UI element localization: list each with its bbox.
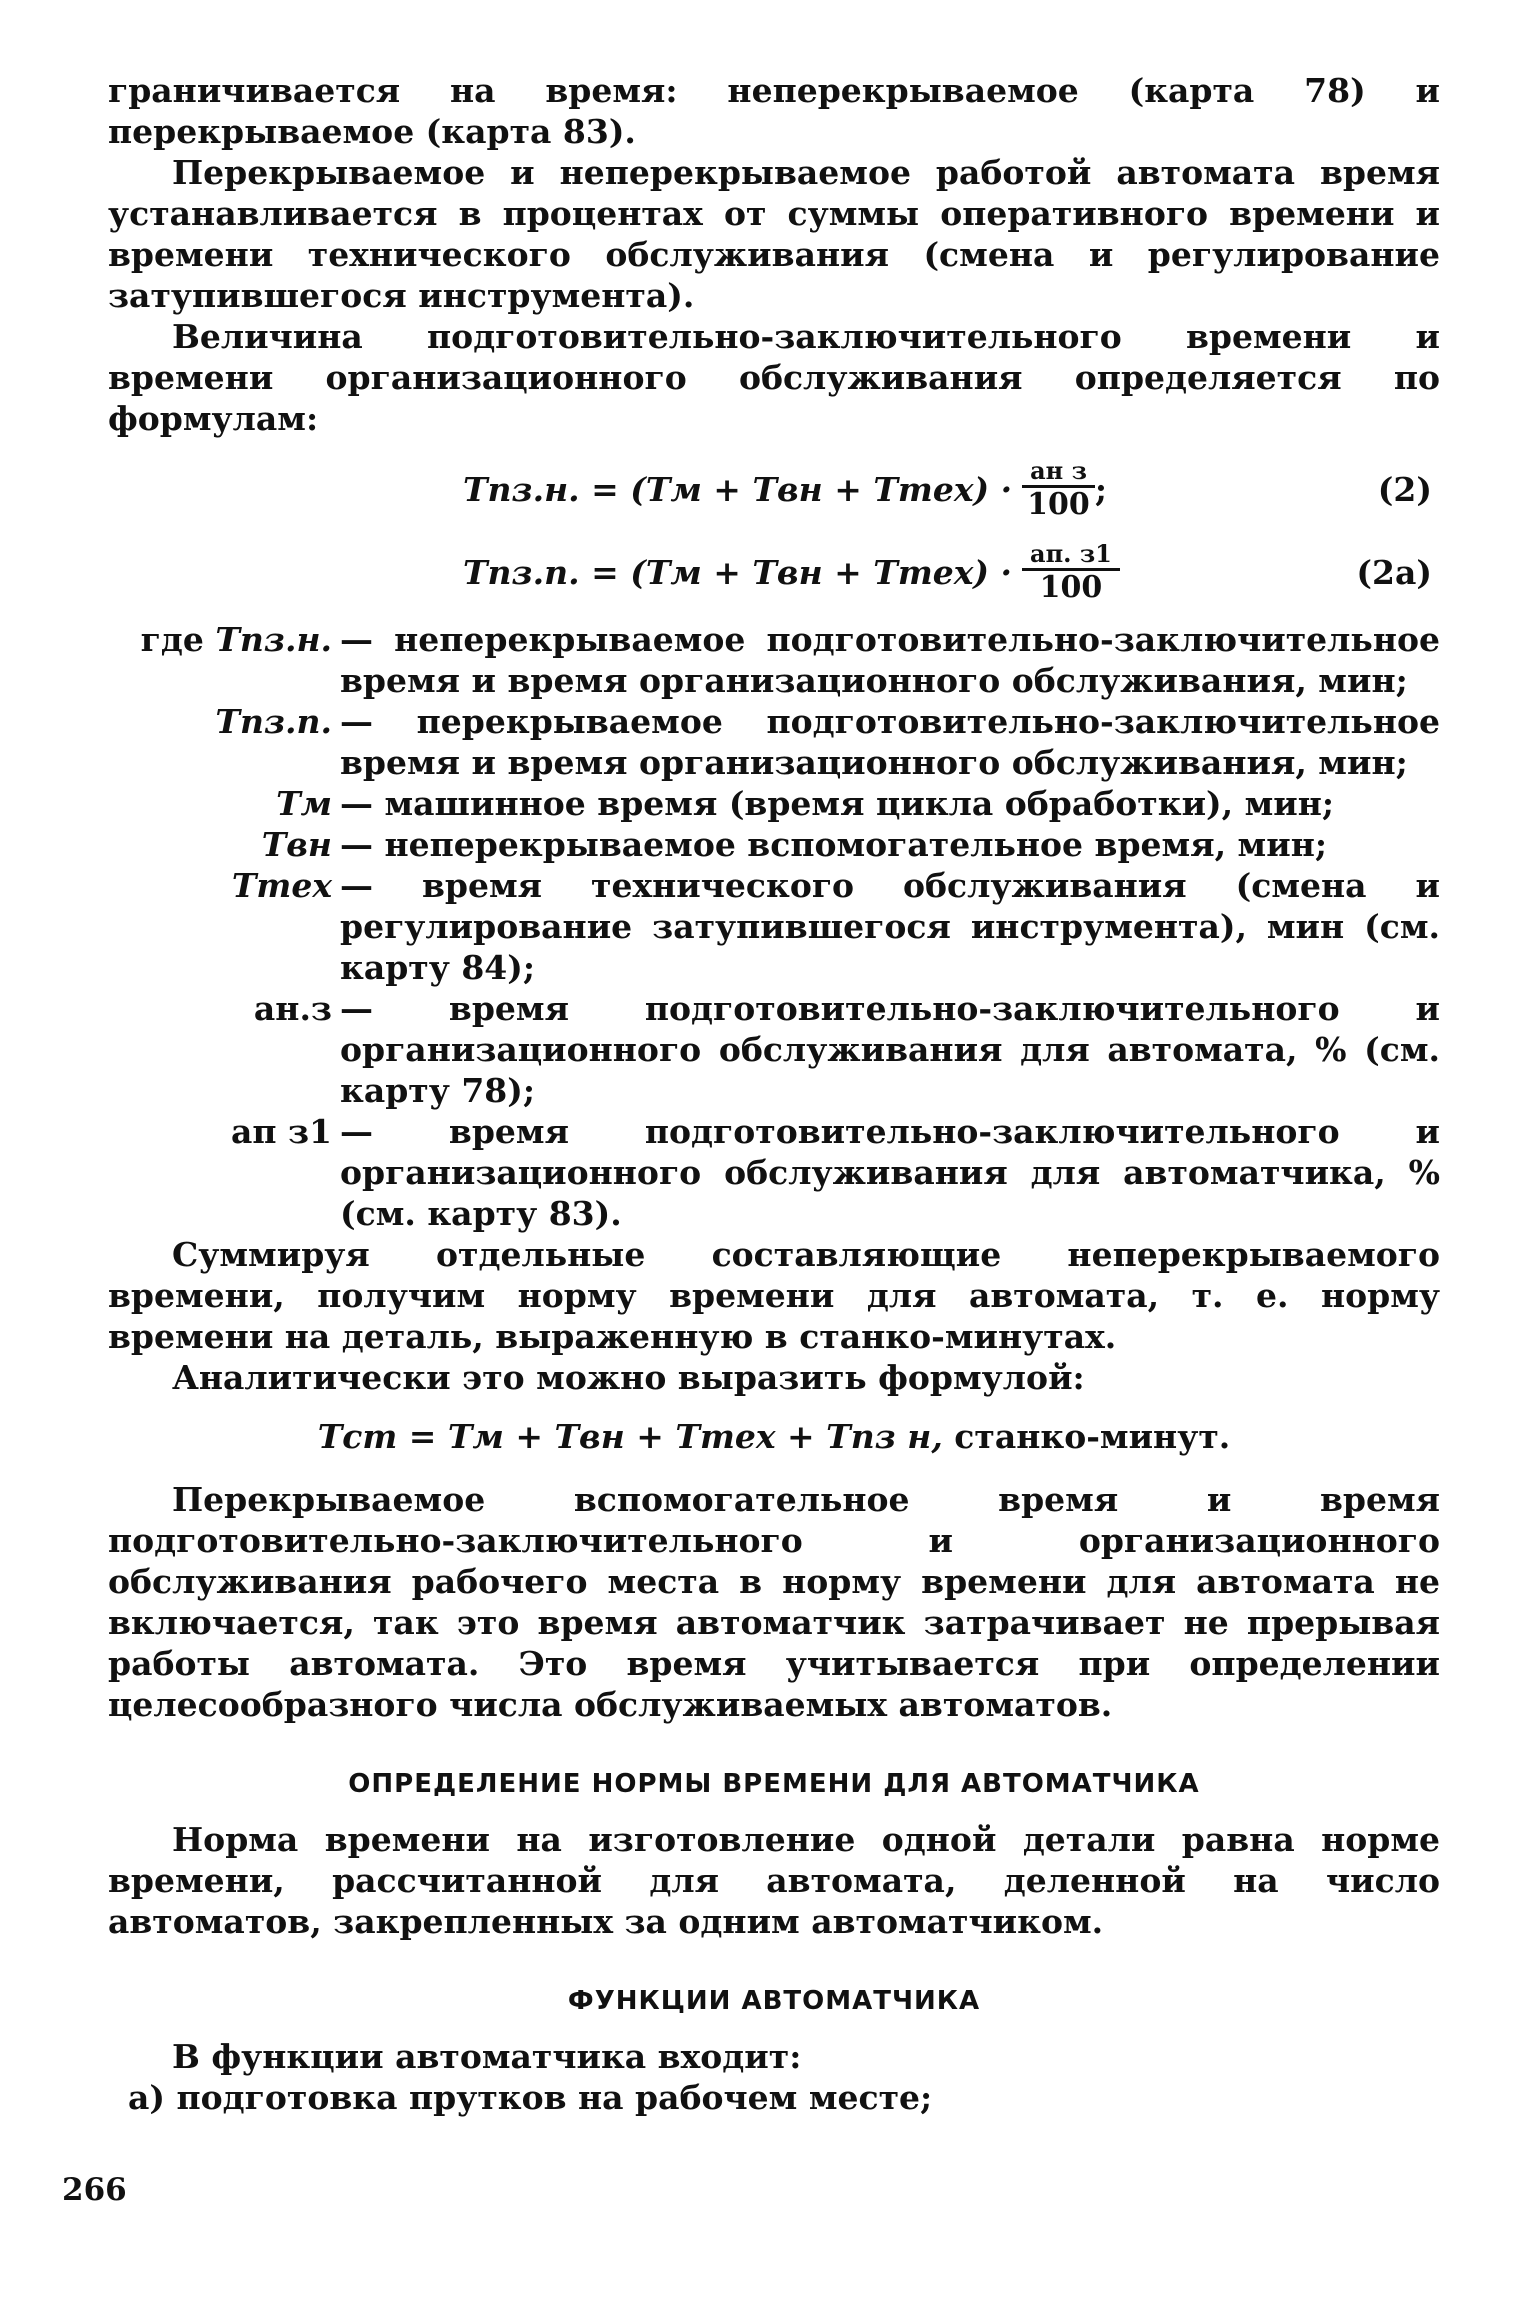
- paragraph-overlap-aux: Перекрываемое вспомогательное время и время подготовительно-заключительного и организационного обслуживания рабочего места в норму времени для автомата не включается, так это время автоматчик затрачивает не прерывая работы автомата. Это время учитывается при определении целесообразного числа обслуживаемых автоматов.: [108, 1480, 1440, 1724]
- definition-symbol: Tм: [276, 784, 332, 823]
- formula-2a-fraction: [1022, 540, 1120, 605]
- definition-item: [108, 619, 1440, 701]
- definition-text: — время подготовительно-заключительного и организационного обслуживания для автомата, % (см. карту 78);: [340, 989, 1440, 1110]
- formula-2-denominator: 100: [1027, 487, 1090, 522]
- definition-item: [108, 865, 1440, 988]
- definition-symbol: Tвн: [261, 825, 332, 864]
- formula-2: [108, 457, 1440, 522]
- definition-symbol: Tтех: [231, 866, 332, 905]
- definition-text: — время технического обслуживания (смена и регулирование затупившегося инструмента), мин (см. карту 84);: [340, 866, 1440, 987]
- definitions-list: [108, 619, 1440, 1234]
- definition-text: — время подготовительно-заключительного и организационного обслуживания для автоматчика, % (см. карту 83).: [340, 1112, 1440, 1233]
- paragraph-functions-intro: В функции автоматчика входит:: [172, 2037, 802, 2076]
- paragraph-overlap-time: Перекрываемое и неперекрываемое работой автомата время устанавливается в процентах от суммы оперативного времени и времени технического обслуживания (смена и регулирование затупившегося инструмента).: [108, 153, 1440, 315]
- paragraph-formula-intro: Величина подготовительно-заключительного времени и времени организационного обслуживания определяется по формулам:: [108, 317, 1440, 438]
- formula-2a-lhs: Tпз.п. = (Tм + Tвн + Tтех) ·: [463, 553, 1013, 592]
- formula-2-lhs: Tпз.н. = (Tм + Tвн + Tтех) ·: [463, 470, 1013, 509]
- formula-3-text: станко-минут.: [942, 1417, 1231, 1456]
- formula-2-fraction: [1022, 457, 1095, 522]
- formula-3-math: Tст = Tм + Tвн + Tтех + Tпз н,: [317, 1417, 943, 1456]
- definition-item: [108, 701, 1440, 783]
- definition-text: — перекрываемое подготовительно-заключительное время и время организационного обслуживания, мин;: [340, 702, 1440, 782]
- definition-symbol: aп з1: [230, 1112, 332, 1151]
- formula-2-tail: ;: [1094, 470, 1108, 509]
- list-item: а) подготовка прутков на рабочем месте;: [128, 2078, 933, 2117]
- definition-item: [108, 1111, 1440, 1234]
- definition-symbol: где Tпз.н.: [140, 620, 332, 659]
- section-heading-functions: ФУНКЦИИ АВТОМАТЧИКА: [567, 1986, 981, 2016]
- formula-3: [108, 1416, 1440, 1457]
- formula-2a-denominator: 100: [1039, 570, 1103, 605]
- definition-item: [108, 783, 1440, 824]
- paragraph-norm: Норма времени на изготовление одной детали равна норме времени, рассчитанной для автомата, деленной на число автоматов, закрепленных за одним автоматчиком.: [108, 1820, 1440, 1941]
- definition-symbol: Tпз.п.: [215, 702, 332, 741]
- definition-text: — неперекрываемое подготовительно-заключительное время и время организационного обслуживания, мин;: [340, 620, 1440, 700]
- definition-item: [108, 824, 1440, 865]
- definition-text: — неперекрываемое вспомогательное время, мин;: [340, 825, 1328, 864]
- section-heading-norm: ОПРЕДЕЛЕНИЕ НОРМЫ ВРЕМЕНИ ДЛЯ АВТОМАТЧИКА: [348, 1769, 1200, 1799]
- formula-2a-body: [463, 540, 1120, 605]
- formula-2-number: (2): [1377, 470, 1432, 509]
- formula-2a: [108, 540, 1440, 605]
- formula-2a-numerator: aп. з1: [1022, 540, 1120, 571]
- paragraph-summation: Суммируя отдельные составляющие неперекрываемого времени, получим норму времени для автомата, т. е. норму времени на деталь, выраженную в станко-минутах.: [108, 1235, 1440, 1356]
- definition-text: — машинное время (время цикла обработки), мин;: [340, 784, 1335, 823]
- definition-item: [108, 988, 1440, 1111]
- formula-2-body: [463, 457, 1107, 522]
- definition-symbol: aн.з: [253, 989, 332, 1028]
- page-number: 266: [62, 2172, 127, 2208]
- formula-2a-number: (2а): [1356, 553, 1432, 592]
- formula-2-numerator: aн з: [1022, 457, 1095, 488]
- paragraph-continuation: граничивается на время: неперекрываемое (карта 78) и перекрываемое (карта 83).: [108, 71, 1440, 151]
- paragraph-analytic: Аналитически это можно выразить формулой:: [172, 1358, 1085, 1397]
